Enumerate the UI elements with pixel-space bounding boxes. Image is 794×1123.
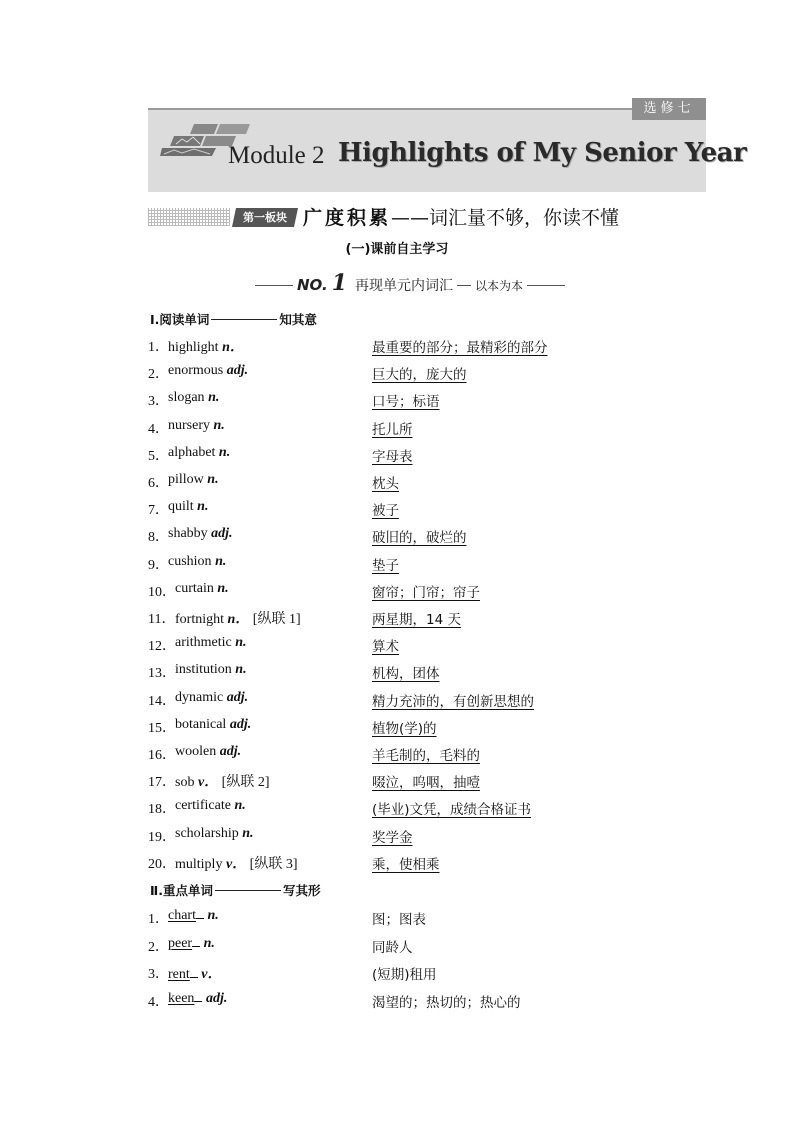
item-word [175,635,247,651]
item-meaning: 口号；标语 [372,394,440,411]
part-of-speech: adj. [226,689,249,705]
item-number: 7． [148,503,169,519]
item-word [168,554,226,570]
item-number: 18． [148,802,176,818]
module-title: Highlights of My Senior Year [338,138,747,168]
list-item [148,472,708,492]
part-of-speech: adj. [211,526,233,542]
item-word [168,363,248,379]
item-meaning: 算术 [372,639,399,656]
part1-heading: Ⅰ.阅读单词 知其意 [150,312,317,327]
part-of-speech: n. [213,417,225,433]
list-item [148,936,708,956]
item-number: 4． [148,994,169,1010]
item-word [175,608,301,628]
word-text: enormous [168,363,224,379]
item-number: 2． [148,939,169,955]
item-number: 3． [148,394,169,410]
list-item [148,635,708,655]
list-item [148,363,708,383]
item-word [168,336,244,356]
word-text: fortnight [175,612,224,627]
item-number: 17． [148,775,176,791]
item-word [168,526,233,542]
item-meaning: 奖学金 [372,829,413,846]
item-number: 1． [148,912,169,927]
item-word [175,744,241,760]
list-item [148,581,708,601]
word-text: alphabet [168,444,216,460]
item-word [175,662,247,678]
part-of-speech: n. [242,825,254,841]
item-word [175,581,229,597]
list-item [148,771,708,791]
list-item [148,826,708,846]
item-word [168,908,219,924]
item-number: 8． [148,530,169,546]
list-item [148,908,708,928]
item-meaning: 两星期，14 天 [372,612,461,628]
subheading: (一)课前自主学习 [345,242,449,257]
word-text: highlight [168,340,219,355]
part-of-speech: n. [215,553,227,569]
module-number: Module 2 [228,142,325,169]
item-number: 4． [148,421,169,437]
list-item [148,554,708,574]
item-number: 10． [148,584,176,600]
word-text: quilt [168,499,194,515]
list-item [148,963,708,983]
item-meaning: 羊毛制的，毛料的 [372,748,480,764]
item-number: 15． [148,720,176,736]
item-word [168,963,221,983]
item-meaning: 字母表 [372,448,413,465]
part-of-speech: n. [234,798,246,814]
part-of-speech: n. [207,472,219,487]
word-text: nursery [168,417,210,433]
item-meaning: 机构，团体 [372,666,440,683]
word-text: cushion [168,553,212,569]
list-item [148,526,708,546]
word-text: botanical [175,716,227,732]
list-item [148,853,708,873]
cross-ref: [纵联 3] [246,856,298,872]
item-word [168,390,219,406]
answer-word: keen [168,990,195,1006]
part-of-speech: v． [201,967,222,982]
answer-word: rent [168,967,190,982]
word-text: slogan [168,390,205,406]
word-text: scholarship [175,825,239,841]
item-number: 11． [148,612,176,627]
item-word [168,991,227,1007]
item-meaning: 窗帘；门帘；帘子 [372,584,480,601]
item-word [175,717,251,733]
part-of-speech: v． [197,775,219,791]
item-meaning: 垫子 [372,557,399,574]
list-item [148,717,708,737]
word-text: arithmetic [175,635,232,651]
part-of-speech: n. [235,635,247,651]
part-of-speech: n. [218,444,231,460]
word-text: certificate [175,798,231,814]
list-item [148,445,708,465]
item-number: 6． [148,476,169,491]
item-number: 14． [148,693,176,709]
item-meaning: 渴望的；热切的；热心的 [372,994,521,1011]
list-item [148,336,708,356]
item-meaning: 同龄人 [372,939,413,956]
item-meaning: 植物(学)的 [372,720,437,737]
cross-ref: [纵联 2] [218,775,270,791]
item-number: 13． [148,666,176,682]
item-meaning: 巨大的，庞大的 [372,367,467,384]
item-word [175,690,248,706]
item-number: 1． [148,340,169,355]
no1-heading: NO. 1 再现单元内词汇 以本为本 [255,270,565,296]
answer-word: peer [168,935,193,951]
item-word [175,826,254,842]
part-of-speech: n. [203,935,215,951]
answer-blank [194,1001,202,1002]
book-badge: 选修七 [632,98,706,120]
item-number: 16． [148,748,176,763]
item-meaning: 破旧的，破烂的 [372,530,467,547]
section-title: 广度积累——词汇量不够，你读不懂 [303,207,620,229]
item-number: 12． [148,639,176,655]
item-meaning: 最重要的部分；最精彩的部分 [372,340,548,356]
item-meaning: (短期)租用 [372,967,437,983]
section-pattern-bar [148,208,230,226]
item-meaning: 精力充沛的，有创新思想的 [372,693,534,710]
list-item [148,608,708,628]
part-of-speech: adj. [226,363,249,379]
item-number: 3． [148,967,169,982]
section-tag: 第一板块 [232,208,298,227]
item-word [168,936,215,952]
part-of-speech: v． [225,856,247,872]
word-text: sob [175,775,195,791]
list-item [148,744,708,764]
list-item [148,690,708,710]
list-item [148,390,708,410]
item-meaning: 图；图表 [372,912,426,928]
part-of-speech: adj. [219,744,242,759]
word-text: pillow [168,472,204,487]
item-word [175,771,270,791]
word-text: multiply [175,856,223,872]
item-meaning: (毕业)文凭，成绩合格证书 [372,802,532,819]
part-of-speech: n． [227,612,250,627]
cross-ref: [纵联 1] [249,612,301,627]
list-item [148,798,708,818]
item-number: 2． [148,367,169,383]
answer-blank [192,946,200,947]
part2-heading: Ⅱ.重点单词 写其形 [150,883,321,898]
part-of-speech: n. [197,499,209,515]
item-meaning: 枕头 [372,476,399,492]
item-word [175,853,298,873]
item-number: 19． [148,829,176,845]
item-word [175,798,246,814]
list-item [148,499,708,519]
word-text: woolen [175,744,217,759]
part-of-speech: n. [217,580,229,596]
item-meaning: 啜泣，呜咽，抽噎 [372,775,480,792]
part-of-speech: adj. [229,716,252,732]
item-word [168,445,230,461]
item-word [168,472,219,488]
item-meaning: 被子 [372,503,399,520]
item-number: 9． [148,557,169,573]
part-of-speech: adj. [205,990,228,1006]
word-text: institution [175,662,232,678]
answer-word: chart [168,908,196,923]
list-item [148,662,708,682]
list-item [148,418,708,438]
item-word [168,499,208,515]
word-text: dynamic [175,689,224,705]
list-item [148,991,708,1011]
part-of-speech: n. [207,908,219,923]
part-of-speech: n. [208,390,220,406]
part-of-speech: n． [222,340,244,355]
item-meaning: 乘，使相乘 [372,856,440,873]
word-text: shabby [168,526,208,542]
item-number: 20． [148,856,176,872]
item-word [168,418,225,434]
item-number: 5． [148,448,169,464]
item-meaning: 托儿所 [372,421,413,438]
answer-blank [190,977,198,978]
part-of-speech: n. [235,662,247,678]
answer-blank [196,918,204,919]
word-text: curtain [175,580,214,596]
